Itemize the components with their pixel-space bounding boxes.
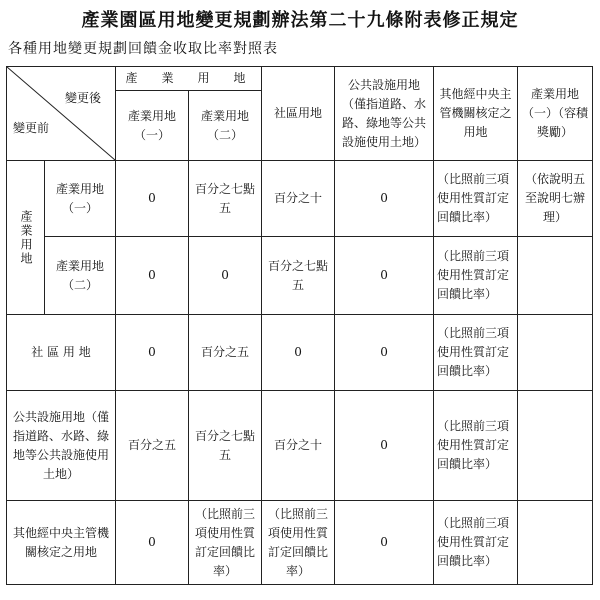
row-label: 產業用地（一） [45, 161, 116, 237]
table-cell: （比照前三項使用性質訂定回饋比率） [434, 237, 518, 315]
table-cell: 百分之七點五 [189, 161, 262, 237]
table-cell [518, 391, 593, 501]
column-group-industrial: 產 業 用 地 [116, 67, 262, 91]
table-cell: （比照前三項使用性質訂定回饋比率） [434, 161, 518, 237]
table-cell: 0 [335, 237, 434, 315]
column-header-industrial-1-bonus: 產業用地（一）（容積獎勵） [518, 67, 593, 161]
conversion-rate-table [6, 66, 593, 585]
table-cell: 0 [116, 237, 189, 315]
table-row [7, 391, 593, 501]
column-header-community: 社區用地 [262, 67, 335, 161]
column-header-industrial-2: 產業用地（二） [189, 91, 262, 161]
table-cell: 0 [116, 161, 189, 237]
table-cell: 0 [335, 161, 434, 237]
row-label: 產業用地（二） [45, 237, 116, 315]
corner-after-label: 變更後 [64, 91, 101, 105]
column-header-industrial-1: 產業用地（一） [116, 91, 189, 161]
row-label: 公共設施用地（僅指道路、水路、綠地等公共設施使用土地） [7, 391, 116, 501]
table-cell: 0 [116, 315, 189, 391]
document-title: 產業園區用地變更規劃辦法第二十九條附表修正規定 [81, 10, 519, 31]
table-cell: 0 [335, 315, 434, 391]
table-subtitle: 各種用地變更規劃回饋金收取比率對照表 [8, 41, 278, 57]
table-cell: 0 [116, 501, 189, 585]
table-cell: 0 [335, 391, 434, 501]
table-cell: 0 [335, 501, 434, 585]
table-cell: （比照前三項使用性質訂定回饋比率） [434, 391, 518, 501]
table-cell: 百分之七點五 [189, 391, 262, 501]
table-cell: （比照前三項使用性質訂定回饋比率） [262, 501, 335, 585]
row-label: 其他經中央主管機關核定之用地 [7, 501, 116, 585]
row-group-label: 產業用地 [19, 209, 33, 266]
table-cell: 0 [262, 315, 335, 391]
table-row [7, 237, 593, 315]
table-cell: （比照前三項使用性質訂定回饋比率） [189, 501, 262, 585]
row-group-industrial [7, 161, 45, 315]
table-cell: 百分之七點五 [262, 237, 335, 315]
row-label: 社 區 用 地 [7, 315, 116, 391]
table-cell [518, 501, 593, 585]
table-row [7, 161, 593, 237]
table-cell: 百分之五 [189, 315, 262, 391]
table-cell: 百分之十 [262, 391, 335, 501]
table-cell: 百分之五 [116, 391, 189, 501]
table-cell [518, 237, 593, 315]
table-cell: 百分之十 [262, 161, 335, 237]
table-cell: 0 [189, 237, 262, 315]
table-row [7, 315, 593, 391]
table-cell: （依說明五至說明七辦理） [518, 161, 593, 237]
table-cell: （比照前三項使用性質訂定回饋比率） [434, 501, 518, 585]
diagonal-divider [7, 67, 115, 160]
table-row [7, 501, 593, 585]
corner-before-label: 變更前 [13, 121, 50, 135]
column-header-other: 其他經中央主管機關核定之用地 [434, 67, 518, 161]
column-header-public-facility: 公共設施用地（僅指道路、水路、綠地等公共設施使用土地） [335, 67, 434, 161]
table-cell: （比照前三項使用性質訂定回饋比率） [434, 315, 518, 391]
table-cell [518, 315, 593, 391]
corner-header-cell [7, 67, 116, 161]
